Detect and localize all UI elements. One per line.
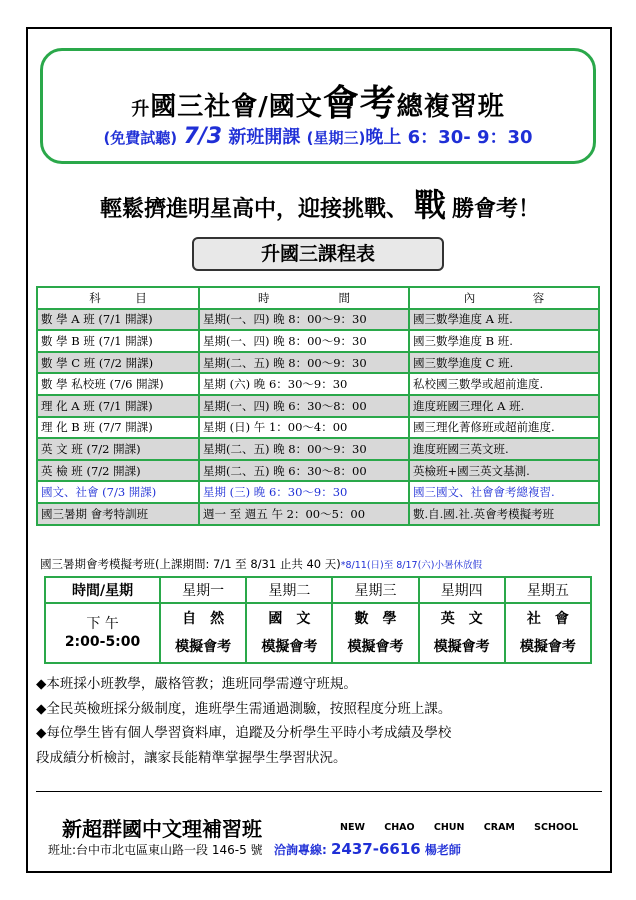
header-content: 內 容 [409, 287, 599, 309]
address-line: 班址:台中市北屯區東山路一段 146-5 號 洽詢專線: 2437-6616 楊老師 [48, 840, 461, 858]
footer-divider [36, 791, 602, 792]
day-cell: 星期四 [419, 577, 505, 603]
day-cell: 星期一 [160, 577, 246, 603]
corner-cell: 時間/星期 [45, 577, 160, 603]
rule-item: ◆每位學生皆有個人學習資料庫，追蹤及分析學生平時小考成績及學校 [36, 725, 452, 741]
table-row: 英 檢 班 (7/2 開課) 星期(二、五) 晚 6：30～8：00 英檢班+國三英文基測. [37, 460, 599, 482]
subject-cell: 自 然 模擬會考 [160, 603, 246, 663]
table-row: 國文、社會 (7/3 開課) 星期 (三) 晚 6：30～9：30 國三國文、社會會考總複習. [37, 481, 599, 503]
mock-table-header [45, 577, 591, 603]
table-row: 數 學 私校班 (7/6 開課) 星期 (六) 晚 6：30～9：30 私校國三數學或超前進度. [37, 373, 599, 395]
table-row: 英 文 班 (7/2 開課) 星期(二、五) 晚 8：00～9：30 進度班國三英文班. [37, 438, 599, 460]
class-rules [36, 672, 602, 770]
course-table [36, 286, 600, 526]
table-row: 數 學 A 班 (7/1 開課) 星期(一、四) 晚 8：00～9：30 國三數學進度 A 班. [37, 309, 599, 331]
subject-cell: 社 會 模擬會考 [505, 603, 591, 663]
headline-banner [40, 48, 596, 164]
table-row: 數 學 B 班 (7/1 開課) 星期(一、四) 晚 8：00～9：30 國三數學進度 B 班. [37, 330, 599, 352]
day-cell: 星期五 [505, 577, 591, 603]
rule-item: 段成績分析檢討，讓家長能精準掌握學生學習狀況。 [36, 749, 347, 766]
banner-schedule-line: (免費試聽) 7/3 新班開課 (星期三)晚上 6：30- 9：30 [103, 124, 533, 149]
table-row: 國三暑期 會考特訓班 週一 至 週五 午 2：00～5：00 數.自.國.社.英會考模擬考班 [37, 503, 599, 525]
mock-exam-table [44, 576, 592, 664]
table-row: 理 化 A 班 (7/1 開課) 星期(一、四) 晚 6：30～8：00 進度班國三理化 A 班. [37, 395, 599, 417]
course-table-header [37, 287, 599, 309]
table-row: 理 化 B 班 (7/7 開課) 星期 (日) 午 1：00～4：00 國三理化菁修班或超前進度. [37, 417, 599, 439]
day-cell: 星期三 [332, 577, 418, 603]
schedule-title: 升國三課程表 [192, 237, 444, 271]
table-row: 數 學 C 班 (7/2 開課) 星期(二、五) 晚 8：00～9：30 國三數學進度 C 班. [37, 352, 599, 374]
header-time: 時 間 [199, 287, 409, 309]
subject-cell: 國 文 模擬會考 [246, 603, 332, 663]
period-cell: 下 午 2:00-5:00 [45, 603, 160, 663]
mock-exam-title: 國三暑期會考模擬考班(上課期間: 7/1 至 8/31 止共 40 天)*8/11(日)至 8/17(六)小暑休放假 [40, 557, 483, 571]
mock-table-row [45, 603, 591, 663]
slogan: 輕鬆擠進明星高中，迎接挑戰、 戰 勝會考！ [99, 186, 541, 224]
day-cell: 星期二 [246, 577, 332, 603]
phone: 洽詢專線: 2437-6616 楊老師 [274, 840, 461, 858]
subject-cell: 英 文 模擬會考 [419, 603, 505, 663]
school-name-english: NEW CHAO CHUN CRAM SCHOOL [340, 822, 579, 833]
rule-item: ◆本班採小班教學，嚴格管教；進班同學需遵守班規。 [36, 676, 357, 692]
rule-item: ◆全民英檢班採分級制度，進班學生需通過測驗，按照程度分班上課。 [36, 700, 452, 717]
banner-title: 升國三社會/國文會考總複習班 [131, 83, 505, 124]
holiday-note: *8/11(日)至 8/17(六)小暑休放假 [340, 560, 483, 571]
header-subject: 科 目 [37, 287, 199, 309]
subject-cell: 數 學 模擬會考 [332, 603, 418, 663]
school-name: 新超群國中文理補習班 [62, 817, 262, 841]
